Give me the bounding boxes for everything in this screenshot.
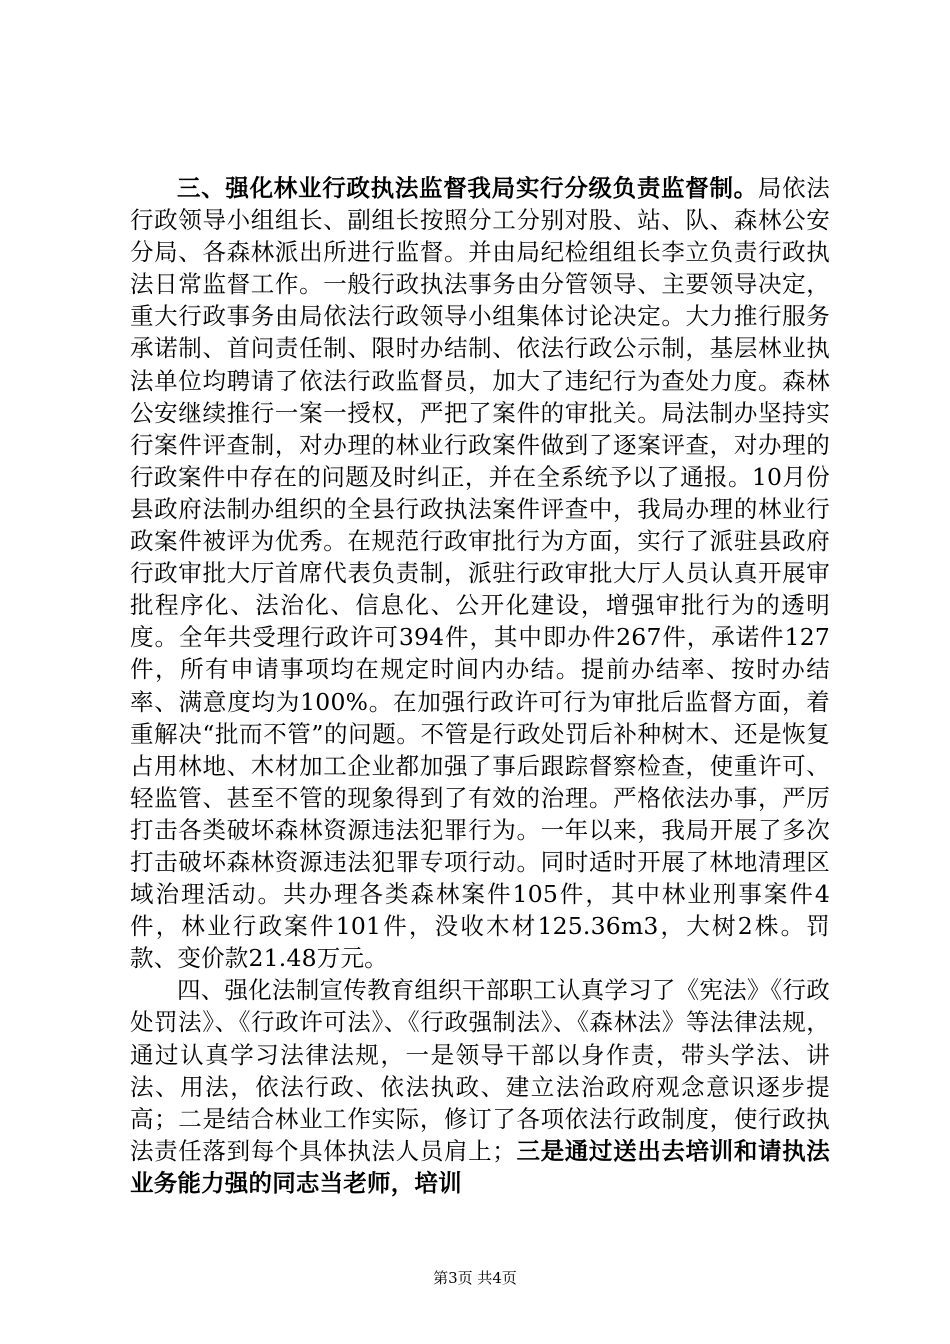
section-four-continuation: 三是通过送出去培训和请执法业务能力强的同志当老师，培训 (130, 1136, 830, 1197)
paragraph-section-three (130, 172, 830, 974)
section-four-text: 四、强化法制宣传教育组织干部职工认真学习了《宪法》《行政处罚法》、《行政许可法》、《行政强制法》、《森林法》等法律法规，通过认真学习法律法规，一是领导干部以身作责，带头学法、讲法、用法，依法行政、依法执政、建立法治政府观念意识逐步提高；二是结合林业工作实际，修订了各项依法行政制度，使行政执法责任落到每个具体执法人员肩上； (130, 976, 830, 1165)
section-three-heading: 三、强化林业行政执法监督我局实行分级负责监督制。 (177, 174, 758, 202)
paragraph-section-four (130, 974, 830, 1199)
document-body (130, 172, 830, 1199)
page-footer: 第3页 共4页 (433, 1269, 517, 1287)
section-three-text: 局依法行政领导小组组长、副组长按照分工分别对股、站、队、森林公安分局、各森林派出所进行监督。并由局纪检组组长李立负责行政执法日常监督工作。一般行政执法事务由分管领导、主要领导决定，重大行政事务由局依法行政领导小组集体讨论决定。大力推行服务承诺制、首问责任制、限时办结制、依法行政公示制，基层林业执法单位均聘请了依法行政监督员，加大了违纪行为查处力度。森林公安继续推行一案一授权，严把了案件的审批关。局法制办坚持实行案件评查制，对办理的林业行政案件做到了逐案评查，对办理的行政案件中存在的问题及时纠正，并在全系统予以了通报。10月份县政府法制办组织的全县行政执法案件评查中，我局办理的林业行政案件被评为优秀。在规范行政审批行为方面，实行了派驻县政府行政审批大厅首席代表负责制，派驻行政审批大厅人员认真开展审批程序化、法治化、信息化、公开化建设，增强审批行为的透明度。全年共受理行政许可394件，其中即办件267件，承诺件127件，所有申请事项均在规定时间内办结。提前办结率、按时办结率、满意度均为100%。在加强行政许可行为审批后监督方面，着重解决“批而不管”的问题。不管是行政处罚后补种树木、还是恢复占用林地、木材加工企业都加强了事后跟踪督察检查，使重许可、轻监管、甚至不管的现象得到了有效的治理。严格依法办事，严厉打击各类破坏森林资源违法犯罪行为。一年以来，我局开展了多次打击破坏森林资源违法犯罪专项行动。同时适时开展了林地清理区域治理活动。共办理各类森林案件105件，其中林业刑事案件4件，林业行政案件101件，没收木材125.36m3，大树2株。罚款、变价款21.48万元。 (130, 174, 830, 973)
